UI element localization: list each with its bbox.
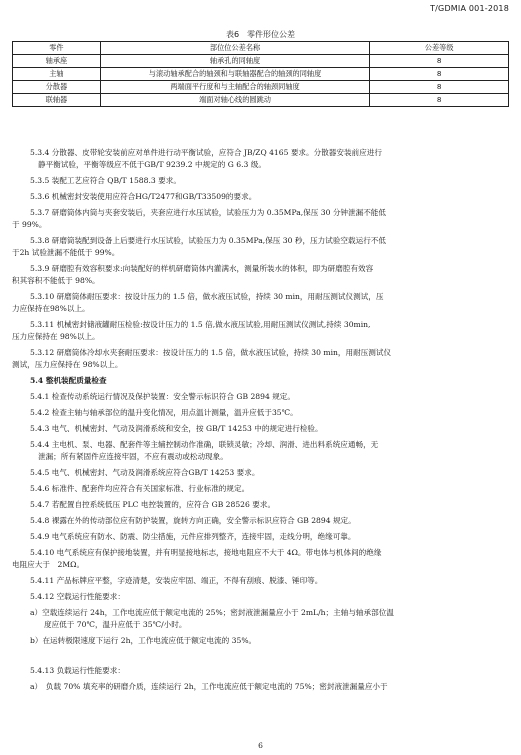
text-line: 5.3.4 分散器、皮带轮安装前应对单件进行动平衡试验，应符合 JB/ZQ 4165 要求。分散器安装前应进行 (30, 148, 382, 157)
text-line: 静平衡试验，平衡等级应不低于GB/T 9239.2 中规定的 G 6.3 级。 (38, 160, 266, 169)
table-caption: 表6 零件形位公差 (225, 30, 296, 39)
tolerance-table (12, 41, 509, 107)
cell-part: 轴承座 (13, 55, 101, 68)
cell-grade: 8 (370, 68, 509, 81)
text-line: 5.4.12 空载运行性能要求： (30, 592, 125, 601)
text-line: 于 99%。 (12, 220, 47, 229)
section-heading: 5.4 整机装配质量检查 (30, 376, 107, 385)
cell-part: 主轴 (13, 68, 101, 81)
cell-tolerance-name: 轴承孔的同轴度 (100, 55, 369, 68)
text-line: 测试，压力应保持在 98%以上。 (12, 360, 123, 369)
page-number: 6 (258, 741, 263, 750)
header-grade: 公差等级 (370, 42, 509, 55)
text-line: 压力应保持在 98%以上。 (12, 332, 100, 341)
text-line: 5.4.13 负载运行性能要求： (30, 666, 125, 675)
text-line: 5.4.8 裸露在外的传动部位应有防护装置，旋转方向正确，安全警示标识应符合 GB 2894 规定。 (30, 516, 356, 525)
cell-tolerance-name: 端面对轴心线的圆跳动 (100, 94, 369, 107)
text-line: 力应保持在98%以上。 (12, 304, 90, 313)
cell-part: 分散器 (13, 81, 101, 94)
cell-tolerance-name: 两端面平行度和与主轴配合的轴颈同轴度 (100, 81, 369, 94)
text-line: 5.3.12 研磨筒体冷却水夹套耐压要求：按设计压力的 1.5 倍，做水液压试验，持续 30 min，用耐压测试仪 (30, 348, 392, 357)
text-line: 5.4.7 若配置自控系统低压 PLC 电控装置的，应符合 GB 28526 要求。 (30, 500, 276, 509)
text-line: 泄漏；所有紧固件应连接牢固，不应有震动或松动现象。 (38, 452, 228, 461)
cell-grade: 8 (370, 94, 509, 107)
cell-tolerance-name: 与滚动轴承配合的轴颈和与联轴器配合的轴颈的同轴度 (100, 68, 369, 81)
text-line: 5.4.5 电气、机械密封、气动及润滑系统应符合GB/T 14253 要求。 (30, 468, 260, 477)
cell-grade: 8 (370, 81, 509, 94)
text-line: 5.4.6 标准件、配套件均应符合有关国家标准、行业标准的规定。 (30, 484, 250, 493)
header-part: 零件 (13, 42, 101, 55)
text-line: 5.4.1 检查传动系统运行情况及保护装置：安全警示标识符合 GB 2894 规定。 (30, 392, 295, 401)
table-row (13, 68, 509, 81)
table-row (13, 81, 509, 94)
list-item: a）空载连续运行 24h，工作电流应低于额定电流的 25%；密封液泄漏量应小于 2mL/h；主轴与轴承部位温 (30, 608, 394, 617)
list-item-continuation: 度应低于 70℃，温升应低于 35℃/小时。 (44, 620, 187, 629)
text-line: 5.4.11 产品标牌应平整，字迹清楚，安装应牢固、端正，不得有刮痕、脱漆、锤印等。 (30, 576, 323, 585)
text-line: 5.4.3 电气、机械密封、气动及润滑系统和安全，按 GB/T 14253 中的规定进行检验。 (30, 424, 323, 433)
list-item: a） 负载 70% 填充率的研磨介质，连续运行 2h，工作电流应低于额定电流的 75%；密封液泄漏量应小于 (30, 682, 388, 691)
text-line: 5.4.4 主电机、泵、电器、配套件等主辅控制动作准确，联锁灵敏；冷却、润滑、进出料系统应通畅，无 (30, 440, 379, 449)
text-line: 5.4.2 检查主轴与轴承部位的温升变化情况，用点温计测量，温升应低于35℃。 (30, 408, 298, 417)
table-row (13, 94, 509, 107)
text-line: 5.3.11 机械密封储液罐耐压检验:按设计压力的 1.5 倍,做水液压试验,用耐压测试仪测试,持续 30min, (30, 320, 371, 329)
document-code: T/GDMIA 001-2018 (430, 4, 509, 13)
text-line: 5.3.7 研磨筒体内筒与夹套安装后，夹套应进行水压试验，试验压力为 0.35MPa,保压 30 分钟泄漏不能低 (30, 208, 386, 217)
text-line: 5.4.10 电气系统应有保护接地装置，并有明显接地标志，接地电阻应不大于 4Ω。带电体与机体间的绝缘 (30, 548, 382, 557)
table-header-row (13, 42, 509, 55)
text-line: 5.3.5 装配工艺应符合 QB/T 1588.3 要求。 (30, 176, 181, 185)
header-tolerance-name: 部位位公差名称 (100, 42, 369, 55)
cell-part: 联轴器 (13, 94, 101, 107)
text-line: 于2h 试验泄漏不能低于 99%。 (12, 248, 120, 257)
text-line: 5.3.8 研磨筒装配到设备上后要进行水压试验，试验压力为 0.35MPa,保压 30 秒，压力试验空载运行不低 (30, 236, 386, 245)
text-line: 5.3.10 研磨筒体耐压要求：按设计压力的 1.5 倍，做水液压试验，持续 30 min，用耐压测试仪测试，压 (30, 292, 384, 301)
text-line: 电阻应大于 2MΩ。 (12, 560, 85, 569)
table-row (13, 55, 509, 68)
text-line: 积其容积不能低于 98%。 (12, 276, 100, 285)
text-line: 5.4.9 电气系统应有防水、防震、防尘措施，元件应排列整齐，连接牢固，走线分明，绝缘可靠。 (30, 532, 356, 541)
text-line: 5.3.9 研磨腔有效容积要求:向装配好的样机研磨筒体内灌满水，测量所装水的体积，即为研磨腔有效容 (30, 264, 374, 273)
cell-grade: 8 (370, 55, 509, 68)
list-item: b）在运转极限速度下运行 2h，工作电流应低于额定电流的 35%。 (30, 636, 257, 645)
text-line: 5.3.6 机械密封安装使用应符合HG/T2477和GB/T33509的要求。 (30, 192, 257, 201)
